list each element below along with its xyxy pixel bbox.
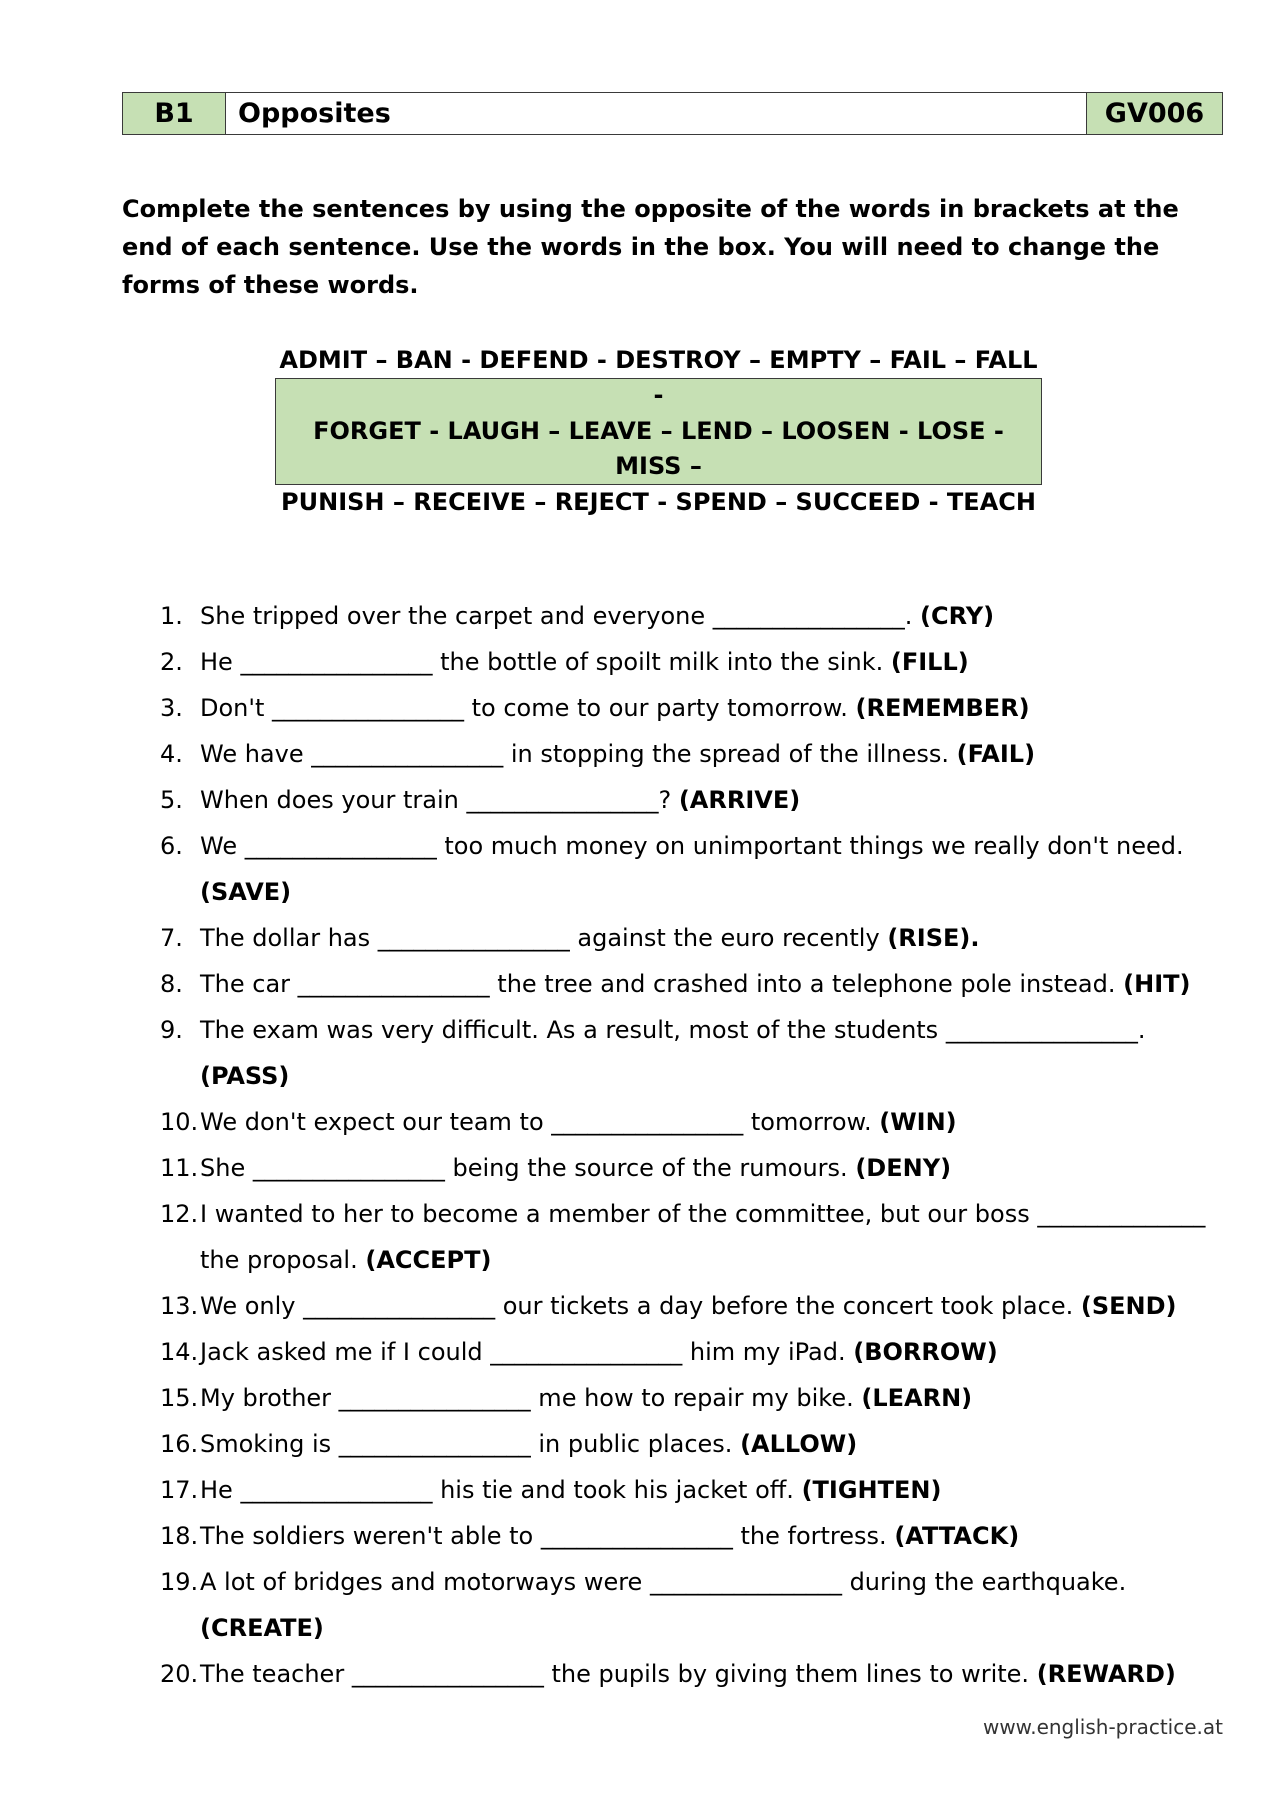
exercise-sentence: We don't expect our team to ________________ tomorrow. — [200, 1108, 872, 1136]
word-box — [275, 345, 1042, 516]
level-label: B1 — [123, 93, 226, 134]
exercise-number: 9. — [160, 1016, 183, 1044]
exercise-item — [160, 593, 1240, 639]
exercise-body — [200, 1375, 1240, 1421]
exercise-body — [200, 1421, 1240, 1467]
exercise-number: 18. — [160, 1522, 199, 1550]
exercise-item — [160, 823, 1240, 915]
exercise-number: 3. — [160, 694, 183, 722]
exercise-body — [200, 1191, 1240, 1283]
exercise-number: 13. — [160, 1292, 199, 1320]
exercise-body — [200, 1329, 1240, 1375]
exercise-body — [200, 1651, 1240, 1697]
exercise-number: 11. — [160, 1154, 199, 1182]
exercise-cue: (PASS) — [200, 1062, 290, 1090]
exercise-body — [200, 1467, 1240, 1513]
exercise-sentence: We ________________ too much money on unimportant things we really don't need. — [200, 832, 1184, 860]
exercise-sentence: Smoking is ________________ in public places. — [200, 1430, 733, 1458]
exercise-cue: (ATTACK) — [894, 1522, 1020, 1550]
exercise-number: 1. — [160, 602, 183, 630]
exercise-number: 10. — [160, 1108, 199, 1136]
exercise-item — [160, 685, 1240, 731]
exercise-number: 19. — [160, 1568, 199, 1596]
exercise-body — [200, 823, 1240, 915]
exercise-item — [160, 1375, 1240, 1421]
exercise-cue: (RISE). — [887, 924, 980, 952]
exercise-cue: (BORROW) — [853, 1338, 998, 1366]
exercise-sentence: When does your train ________________? — [200, 786, 672, 814]
instructions: Complete the sentences by using the opposite of the words in brackets at the end of each sentence. Use the words in the box. You will need to change the forms of these words. — [122, 195, 1179, 299]
exercise-cue: (SEND) — [1080, 1292, 1177, 1320]
exercise-sentence: Jack asked me if I could ________________ him my iPad. — [200, 1338, 846, 1366]
exercise-number: 15. — [160, 1384, 199, 1412]
exercise-cue: (WIN) — [879, 1108, 957, 1136]
exercise-cue: (CREATE) — [200, 1614, 324, 1642]
exercise-number: 17. — [160, 1476, 199, 1504]
exercise-number: 6. — [160, 832, 183, 860]
exercise-body — [200, 1145, 1240, 1191]
worksheet-code: GV006 — [1086, 93, 1222, 134]
exercise-cue: (ALLOW) — [740, 1430, 858, 1458]
exercise-list — [160, 593, 1240, 1697]
exercise-sentence: She tripped over the carpet and everyone ________________. — [200, 602, 913, 630]
exercise-item — [160, 777, 1240, 823]
word-box-line: FORGET - LAUGH – LEAVE – LEND – LOOSEN - LOSE - MISS – — [313, 416, 1004, 481]
exercise-sentence: He ________________ the bottle of spoilt milk into the sink. — [200, 648, 884, 676]
exercise-cue: (ACCEPT) — [365, 1246, 492, 1274]
exercise-item — [160, 1145, 1240, 1191]
exercise-sentence: The dollar has ________________ against the euro recently — [200, 924, 880, 952]
exercise-item — [160, 1191, 1240, 1283]
exercise-body — [200, 915, 1240, 961]
worksheet-header — [122, 92, 1223, 135]
exercise-cue: (HIT) — [1123, 970, 1191, 998]
exercise-cue: (ARRIVE) — [678, 786, 801, 814]
exercise-sentence: Don't ________________ to come to our party tomorrow. — [200, 694, 848, 722]
exercise-sentence: The teacher ________________ the pupils by giving them lines to write. — [200, 1660, 1030, 1688]
exercise-sentence: He ________________ his tie and took his jacket off. — [200, 1476, 794, 1504]
exercise-number: 7. — [160, 924, 183, 952]
exercise-item — [160, 1283, 1240, 1329]
exercise-item — [160, 639, 1240, 685]
exercise-body — [200, 961, 1240, 1007]
exercise-number: 14. — [160, 1338, 199, 1366]
footer-website: www.english-practice.at — [982, 1715, 1223, 1739]
worksheet-title: Opposites — [226, 93, 1086, 134]
exercise-sentence: A lot of bridges and motorways were ________________ during the earthquake. — [200, 1568, 1127, 1596]
exercise-item — [160, 731, 1240, 777]
exercise-cue: (SAVE) — [200, 878, 292, 906]
exercise-body — [200, 685, 1240, 731]
exercise-body — [200, 593, 1240, 639]
exercise-sentence: We have ________________ in stopping the spread of the illness. — [200, 740, 950, 768]
exercise-item — [160, 1329, 1240, 1375]
exercise-sentence: I wanted to her to become a member of the committee, but our boss ______________ the proposal. — [200, 1200, 1206, 1274]
exercise-body — [200, 1283, 1240, 1329]
exercise-number: 20. — [160, 1660, 199, 1688]
exercise-cue: (TIGHTEN) — [801, 1476, 942, 1504]
exercise-cue: (FAIL) — [956, 740, 1036, 768]
exercise-body — [200, 639, 1240, 685]
exercise-sentence: She ________________ being the source of the rumours. — [200, 1154, 848, 1182]
exercise-sentence: The soldiers weren't able to ________________ the fortress. — [200, 1522, 887, 1550]
word-box-line: PUNISH – RECEIVE – REJECT - SPEND – SUCCEED - TEACH — [281, 487, 1036, 516]
exercise-item — [160, 961, 1240, 1007]
exercise-item — [160, 1513, 1240, 1559]
exercise-item — [160, 1099, 1240, 1145]
exercise-body — [200, 1559, 1240, 1651]
exercise-body — [200, 731, 1240, 777]
exercise-cue: (REMEMBER) — [855, 694, 1030, 722]
exercise-body — [200, 1007, 1240, 1099]
exercise-cue: (DENY) — [855, 1154, 952, 1182]
exercise-number: 16. — [160, 1430, 199, 1458]
exercise-item — [160, 1421, 1240, 1467]
exercise-body — [200, 1099, 1240, 1145]
exercise-item — [160, 1467, 1240, 1513]
exercise-sentence: The exam was very difficult. As a result, most of the students ________________. — [200, 1016, 1146, 1044]
exercise-body — [200, 777, 1240, 823]
exercise-number: 12. — [160, 1200, 199, 1228]
exercise-sentence: The car ________________ the tree and crashed into a telephone pole instead. — [200, 970, 1116, 998]
exercise-number: 2. — [160, 648, 183, 676]
exercise-sentence: We only ________________ our tickets a day before the concert took place. — [200, 1292, 1074, 1320]
exercise-item — [160, 1007, 1240, 1099]
exercise-cue: (REWARD) — [1036, 1660, 1176, 1688]
exercise-item — [160, 1559, 1240, 1651]
exercise-sentence: My brother ________________ me how to repair my bike. — [200, 1384, 854, 1412]
word-box-line: ADMIT – BAN - DEFEND - DESTROY – EMPTY – FAIL – FALL - — [279, 345, 1038, 410]
exercise-body — [200, 1513, 1240, 1559]
exercise-number: 4. — [160, 740, 183, 768]
exercise-cue: (CRY) — [920, 602, 995, 630]
exercise-number: 8. — [160, 970, 183, 998]
exercise-item — [160, 915, 1240, 961]
exercise-cue: (LEARN) — [861, 1384, 973, 1412]
exercise-number: 5. — [160, 786, 183, 814]
exercise-cue: (FILL) — [890, 648, 969, 676]
exercise-item — [160, 1651, 1240, 1697]
